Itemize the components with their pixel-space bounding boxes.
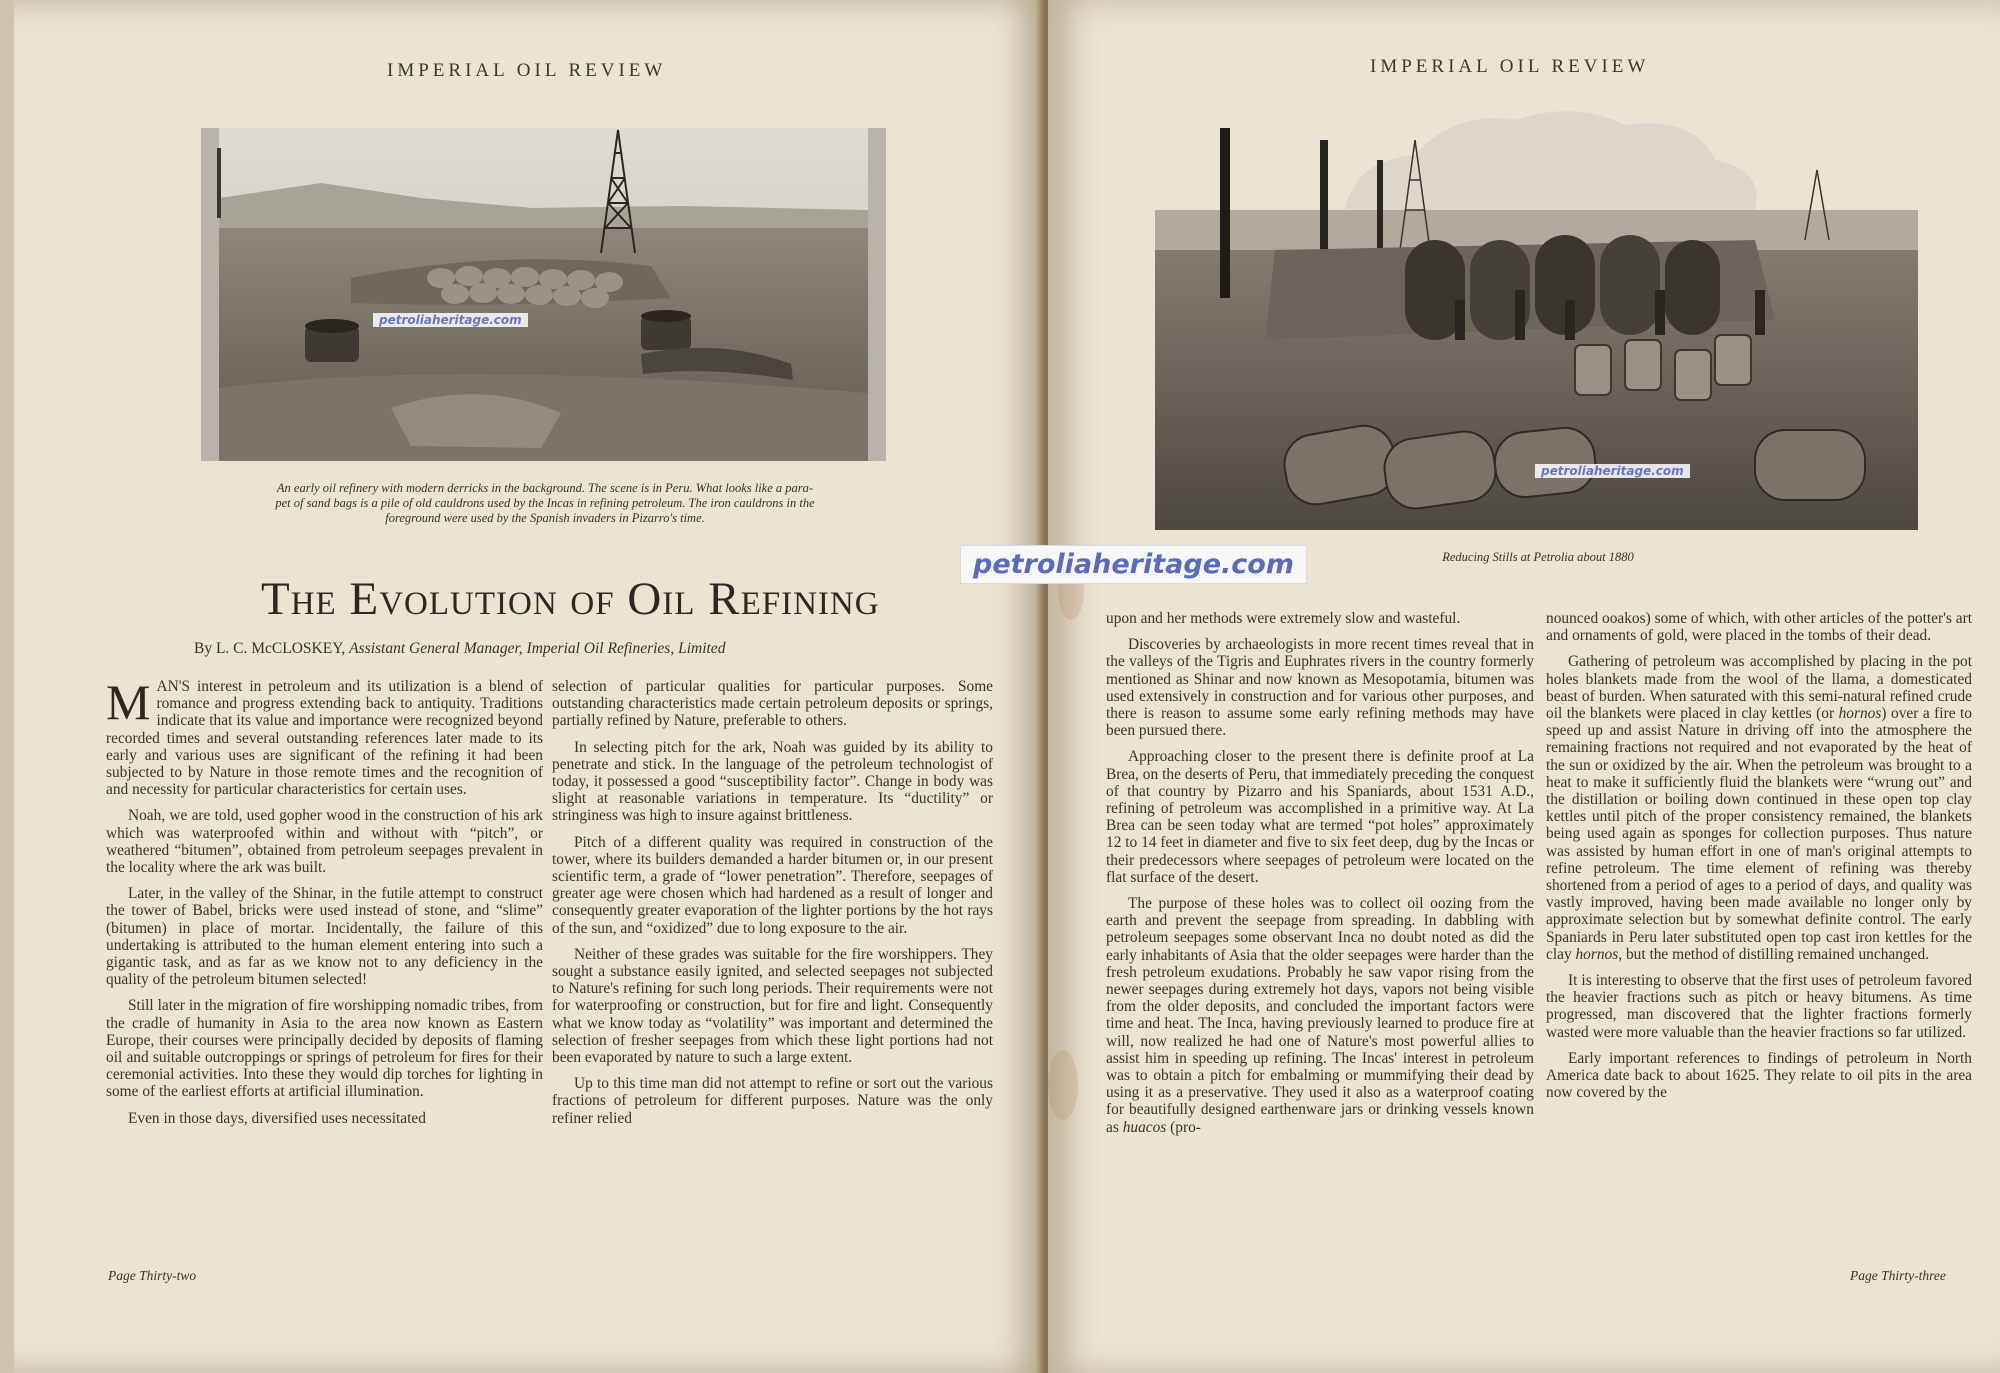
photo-watermark: petroliaheritage.com xyxy=(373,313,528,327)
paragraph: selection of particular qualities for particular purposes. Some outstanding characteristics made certain petroleum deposits or springs, partially refined by Nature, preferable to others. xyxy=(552,678,993,730)
left-column-1 xyxy=(106,674,543,1136)
paragraph: MAN'S interest in petroleum and its utilization is a blend of romance and progress extending back to antiquity. Traditions indicate that its value and importance were recognized beyond recorded times and several outstanding references later made to its early and various uses are significant of the refining it had been subjected to by Nature in those remote times and the recognition of and necessity for particular characteristics for certain uses. xyxy=(106,674,543,799)
paragraph: Discoveries by archaeologists in more recent times reveal that in the valleys of the Tigris and Euphrates rivers in the country formerly mentioned as Shinar and now known as Mesopotamia, bitumen was used extensively in construction and for various other purposes, and there is reason to assume some early refining methods may have been pursued there. xyxy=(1106,636,1534,740)
reducing-stills-photo xyxy=(1155,100,1918,530)
site-watermark: petroliaheritage.com xyxy=(960,545,1307,584)
article-byline: By L. C. McCLOSKEY, Assistant General Manager, Imperial Oil Refineries, Limited xyxy=(194,640,726,657)
right-column-1 xyxy=(1106,610,1534,1145)
left-column-2 xyxy=(552,678,993,1136)
paragraph: It is interesting to observe that the first uses of petroleum favored the heavier fractions such as pitch or heavy bitumens. As time progressed, man discovered that the lighter fractions formerly wasted were more valuable than the heavier fractions so far utilized. xyxy=(1546,972,1972,1041)
right-page xyxy=(1048,0,2000,1373)
drop-cap: M xyxy=(106,674,151,730)
stills-photo-caption: Reducing Stills at Petrolia about 1880 xyxy=(1442,550,1634,564)
caption-line: pet of sand bags is a pile of old cauldrons used by the Incas in refining petroleum. The iron cauldrons in the xyxy=(275,496,815,510)
right-running-header: IMPERIAL OIL REVIEW xyxy=(1370,56,1650,77)
photo-watermark: petroliaheritage.com xyxy=(1535,464,1690,478)
paragraph: Later, in the valley of the Shinar, in the futile attempt to construct the tower of Babel, bricks were used instead of stone, and “slime” (bitumen) in place of mortar. Incidentally, the failure of this undertaking is attributed to the human element entering into such a gigantic task, and as far as we know not to any deficiency in the quality of the petroleum bitumen selected! xyxy=(106,885,543,989)
paragraph: Noah, we are told, used gopher wood in the construction of his ark which was waterproofed within and without with “pitch”, or weathered “bitumen”, obtained from petroleum seepages prevalent in the locality where the ark was built. xyxy=(106,807,543,877)
paragraph: Gathering of petroleum was accomplished by placing in the pot holes blankets made from the wool of the llama, a domesticated beast of burden. When saturated with this semi-natural refined crude oil the blankets were placed in clay kettles (or hornos) over a fire to speed up and assist Nature in driving off into the atmosphere the remaining fractions not required and not evaporated by the heat of the sun or oxidized by the air. When the petroleum was brought to a heat to make it sufficiently fluid the blankets were “wrung out” and the distillation or boiling down continued in these open top clay kettles until pitch of the proper consistency remained, the blankets being used again as sponges for collection purposes. Thus nature was assisted by human effort in one of man's original attempts to refine petroleum. The time element of refining was thereby shortened from a period of ages to a period of days, and quality was vastly improved, having been made available no longer only by approximate selection but by somewhat definite control. The early Spaniards in Peru later substituted open top cast iron kettles for the clay hornos, but the method of distilling remained unchanged. xyxy=(1546,653,1972,963)
paragraph: Up to this time man did not attempt to refine or sort out the various fractions of petroleum for different purposes. Nature was the only refiner relied xyxy=(552,1075,993,1127)
caption-line: foreground were used by the Spanish invaders in Pizarro's time. xyxy=(385,511,705,525)
paragraph: upon and her methods were extremely slow and wasteful. xyxy=(1106,610,1461,627)
refinery-photo-caption xyxy=(184,481,906,526)
left-page xyxy=(14,0,1044,1373)
paragraph: nounced ooakos) some of which, with other articles of the potter's art and ornaments of gold, were placed in the tombs of their dead. xyxy=(1546,610,1972,645)
article-title: THE EVOLUTION OF OIL REFINING xyxy=(261,573,880,625)
paragraph: Approaching closer to the present there is definite proof at La Brea, on the deserts of Peru, that immediately preceding the conquest of that country by Pizarro and his Spaniards, about 1531 A.D., refining of petroleum was accomplished in a primitive way. At La Brea can be seen today what are termed “pot holes” approximately 12 to 14 feet in diameter and five to six feet deep, dug by the Incas or their predecessors where seepages of petroleum were located on the flat surface of the desert. xyxy=(1106,748,1534,886)
right-column-2 xyxy=(1546,610,1972,1110)
paragraph: Neither of these grades was suitable for the fire worshippers. They sought a substance easily ignited, and selected seepages not subjected to Nature's refining for such long periods. Their requirements were not for waterproofing or construction, but for fire and light. Consequently what we know today as “volatility” was important and determined the selection of fresher seepages from which these light portions had not been evaporated by nature to such a large extent. xyxy=(552,945,993,1067)
paragraph: The purpose of these holes was to collect oil oozing from the earth and prevent the seepage from spreading. In dabbling with petroleum seepages some observant Inca no doubt noted as did the early inhabitants of Asia that the older seepages were harder than the fresh petroleum exudations. Probably he saw vapor rising from the newer seepages during extremely hot days, vapors not being visible from the older deposits, and concluded the important factors were time and heat. The Inca, having previously learned to produce fire at will, now realized he had one of Nature's most powerful allies to assist him in speeding up refining. The Incas' interest in petroleum was to obtain a pitch for embalming or mummifying their dead by using it as a preservative. They used it also as a waterproof coating for beautifully designed earthenware jars or drinking vessels known as huacos (pro- xyxy=(1106,895,1534,1136)
page-number-left: Page Thirty-two xyxy=(108,1268,197,1283)
refinery-peru-image xyxy=(201,128,886,461)
left-running-header: IMPERIAL OIL REVIEW xyxy=(387,60,667,81)
refinery-peru-photo xyxy=(201,128,886,461)
paper-stain xyxy=(1048,1050,1078,1120)
paragraph: In selecting pitch for the ark, Noah was guided by its ability to penetrate and stick. In the language of the petroleum technologist of today, it possessed a good “susceptibility factor”. Change in body was slight at reasonable variations in temperature. Its “ductility” or stringiness was high to insure against brittleness. xyxy=(552,738,993,825)
page-number-right: Page Thirty-three xyxy=(1850,1268,1946,1283)
paragraph: Even in those days, diversified uses necessitated xyxy=(128,1109,426,1127)
paragraph: Still later in the migration of fire worshipping nomadic tribes, from the cradle of humanity in Asia to the area now known as Eastern Europe, their courses were principally decided by deposits of flaming oil and suitable outcroppings or springs of petroleum for fires for their ceremonial activities. Into these they would dip torches for lighting in some of the earliest efforts at artificial illumination. xyxy=(106,997,543,1101)
paragraph: Early important references to findings of petroleum in North America date back to about 1625. They relate to oil pits in the area now covered by the xyxy=(1546,1049,1972,1102)
paragraph: Pitch of a different quality was required in construction of the tower, where its builders demanded a harder bitumen or, in our present scientific term, a grade of “lower penetration”. Therefore, seepages of greater age were chosen which had hardened as a result of longer and consequently greater evaporation of the lighter portions by the hot rays of the sun, and “oxidized” due to long exposure to the air. xyxy=(552,833,993,937)
caption-line: An early oil refinery with modern derricks in the background. The scene is in Peru. What looks like a para- xyxy=(276,481,814,495)
